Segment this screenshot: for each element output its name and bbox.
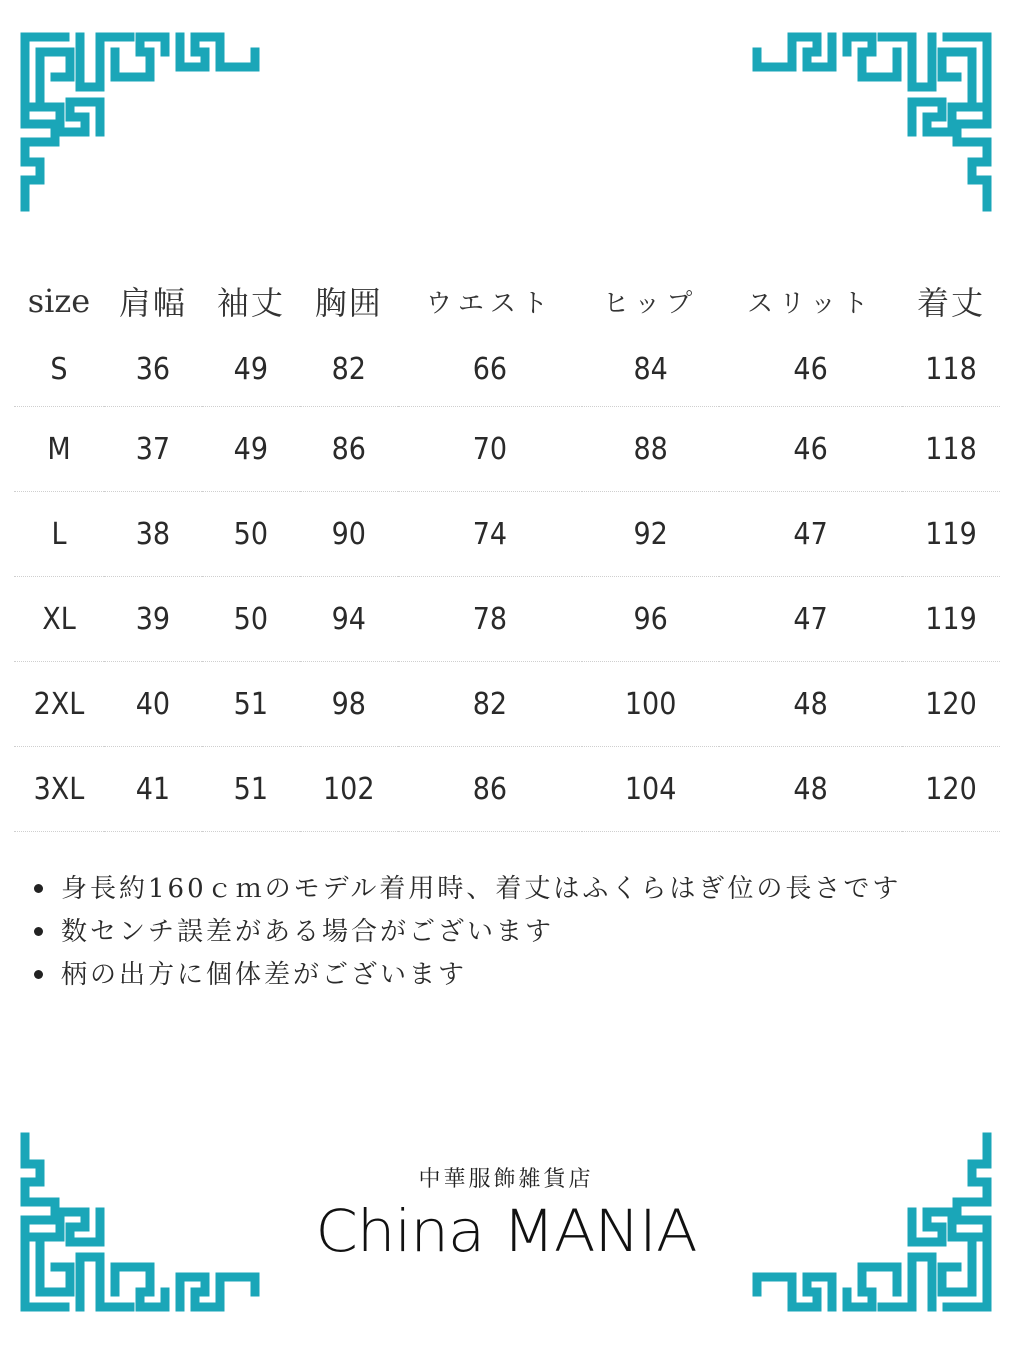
note-text: 身長約160ｃｍのモデル着用時、着丈はふくらはぎ位の長さです — [61, 874, 902, 904]
header-shoulder: 肩幅 — [118, 284, 187, 322]
cell-waist: 86 — [398, 747, 582, 832]
cell-shoulder: 37 — [104, 407, 202, 492]
cell-shoulder: 36 — [104, 332, 202, 407]
table-row — [14, 577, 1000, 662]
cell-length: 119 — [902, 577, 1000, 662]
chinese-fret-corner-icon — [20, 32, 260, 212]
note-text: 柄の出方に個体差がございます — [61, 960, 468, 990]
cell-chest: 94 — [300, 577, 398, 662]
cell-chest: 102 — [300, 747, 398, 832]
cell-slit: 47 — [719, 492, 902, 577]
cell-hip: 96 — [582, 577, 719, 662]
cell-length: 118 — [902, 407, 1000, 492]
header-sleeve: 袖丈 — [216, 284, 285, 322]
brand-logo — [0, 1162, 1012, 1265]
bullet-icon — [34, 884, 43, 893]
header-slit: スリット — [747, 288, 875, 319]
header-chest: 胸囲 — [314, 284, 383, 322]
cell-size: L — [14, 492, 104, 577]
cell-sleeve: 49 — [202, 407, 300, 492]
cell-waist: 82 — [398, 662, 582, 747]
bullet-icon — [34, 970, 43, 979]
cell-slit: 48 — [719, 747, 902, 832]
cell-waist: 74 — [398, 492, 582, 577]
table-header-row — [14, 270, 1000, 332]
table-row — [14, 662, 1000, 747]
cell-chest: 86 — [300, 407, 398, 492]
cell-size: 3XL — [14, 747, 104, 832]
cell-waist: 78 — [398, 577, 582, 662]
cell-hip: 92 — [582, 492, 719, 577]
notes-list — [34, 868, 901, 997]
chinese-fret-corner-icon — [752, 32, 992, 212]
header-hip: ヒップ — [603, 288, 699, 319]
note-text: 数センチ誤差がある場合がございます — [61, 917, 555, 947]
cell-chest: 82 — [300, 332, 398, 407]
corner-ornament-top-right — [752, 32, 992, 212]
cell-length: 118 — [902, 332, 1000, 407]
cell-length: 120 — [902, 747, 1000, 832]
corner-ornament-top-left — [20, 32, 260, 212]
cell-chest: 98 — [300, 662, 398, 747]
cell-length: 120 — [902, 662, 1000, 747]
cell-shoulder: 40 — [104, 662, 202, 747]
list-item — [34, 911, 901, 954]
header-length: 着丈 — [917, 284, 986, 322]
cell-shoulder: 38 — [104, 492, 202, 577]
cell-shoulder: 39 — [104, 577, 202, 662]
cell-slit: 48 — [719, 662, 902, 747]
cell-sleeve: 49 — [202, 332, 300, 407]
cell-hip: 100 — [582, 662, 719, 747]
cell-waist: 70 — [398, 407, 582, 492]
cell-size: S — [14, 332, 104, 407]
cell-shoulder: 41 — [104, 747, 202, 832]
cell-waist: 66 — [398, 332, 582, 407]
cell-slit: 46 — [719, 407, 902, 492]
cell-sleeve: 50 — [202, 492, 300, 577]
list-item — [34, 868, 901, 911]
cell-chest: 90 — [300, 492, 398, 577]
brand-name: China MANIA — [315, 1197, 697, 1265]
cell-size: XL — [14, 577, 104, 662]
cell-hip: 104 — [582, 747, 719, 832]
cell-sleeve: 51 — [202, 662, 300, 747]
list-item — [34, 954, 901, 997]
cell-sleeve: 51 — [202, 747, 300, 832]
cell-size: M — [14, 407, 104, 492]
brand-subtitle: 中華服飾雑貨店 — [418, 1167, 594, 1192]
cell-hip: 84 — [582, 332, 719, 407]
cell-length: 119 — [902, 492, 1000, 577]
cell-hip: 88 — [582, 407, 719, 492]
cell-sleeve: 50 — [202, 577, 300, 662]
table-row — [14, 492, 1000, 577]
size-table — [14, 270, 1000, 832]
table-row — [14, 407, 1000, 492]
cell-slit: 47 — [719, 577, 902, 662]
header-size: size — [27, 282, 91, 320]
table-row — [14, 747, 1000, 832]
table-row — [14, 332, 1000, 407]
cell-slit: 46 — [719, 332, 902, 407]
cell-size: 2XL — [14, 662, 104, 747]
header-waist: ウエスト — [425, 288, 554, 319]
bullet-icon — [34, 927, 43, 936]
